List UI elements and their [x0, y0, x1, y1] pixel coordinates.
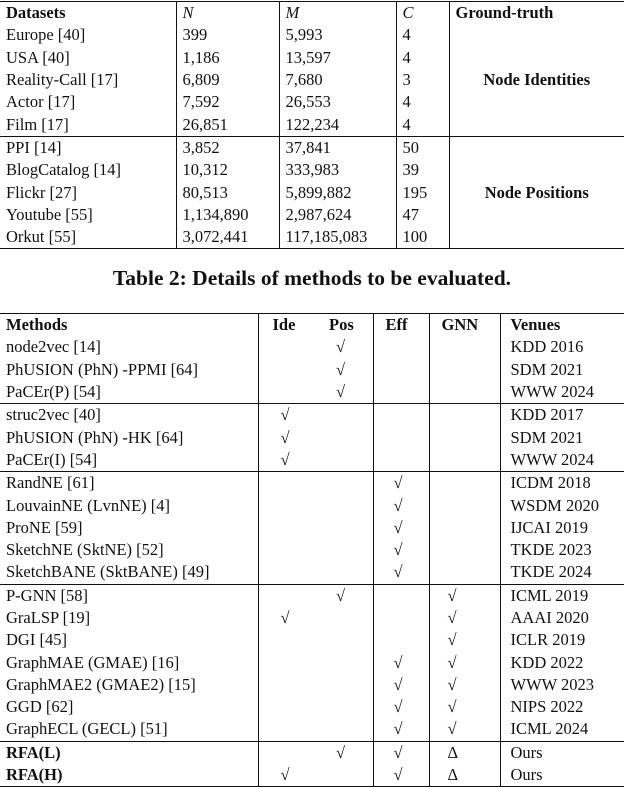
method-row	[0, 426, 624, 448]
m-value: 13,597	[279, 47, 396, 69]
venue: TKDE 2023	[500, 539, 624, 561]
gnn-mark	[429, 449, 500, 472]
m-value: 37,841	[279, 136, 396, 159]
gnn-mark: √	[429, 629, 500, 651]
method-name: PaCEr(P) [54]	[6, 382, 101, 402]
eff-mark: √	[373, 696, 429, 718]
dataset-name: Film [17]	[6, 114, 69, 134]
header-c: C	[396, 2, 449, 25]
ide-mark: √	[258, 607, 316, 629]
m-value: 26,553	[279, 91, 396, 113]
eff-mark	[373, 607, 429, 629]
method-row	[0, 494, 624, 516]
venue: SDM 2021	[500, 359, 624, 381]
method-row	[0, 607, 624, 629]
gnn-mark: √	[429, 718, 500, 741]
gnn-mark	[429, 539, 500, 561]
n-value: 7,592	[176, 91, 279, 113]
pos-mark	[316, 472, 373, 495]
method-name: PhUSION (PhN) -PPMI [64]	[6, 359, 199, 379]
method-row	[0, 741, 624, 764]
eff-mark: √	[373, 494, 429, 516]
eff-mark	[373, 426, 429, 448]
venue: KDD 2017	[500, 404, 624, 427]
n-value: 3,852	[176, 136, 279, 159]
c-value: 39	[396, 159, 449, 181]
ide-mark	[258, 472, 316, 495]
method-name: node2vec [14]	[6, 337, 101, 357]
method-name: GraLSP [19]	[6, 608, 91, 627]
header-pos: Pos	[316, 314, 373, 337]
method-row	[0, 517, 624, 539]
venue: Ours	[500, 741, 624, 764]
header-m: M	[279, 2, 396, 25]
gnn-mark: √	[429, 696, 500, 718]
venue: TKDE 2024	[500, 561, 624, 584]
gnn-mark	[429, 561, 500, 584]
gnn-mark	[429, 359, 500, 381]
c-value: 4	[396, 24, 449, 46]
pos-mark	[316, 449, 373, 472]
method-name: PhUSION (PhN) -HK [64]	[6, 427, 184, 447]
header-methods: Methods	[0, 314, 258, 337]
method-row	[0, 381, 624, 404]
eff-mark: √	[373, 764, 429, 787]
c-value: 195	[396, 181, 449, 203]
pos-mark	[316, 696, 373, 718]
c-value: 47	[396, 204, 449, 226]
dataset-name: Actor [17]	[6, 92, 76, 112]
venue: SDM 2021	[500, 426, 624, 448]
pos-mark	[316, 764, 373, 787]
ide-mark	[258, 561, 316, 584]
eff-mark: √	[373, 651, 429, 673]
method-row	[0, 696, 624, 718]
venue: ICML 2024	[500, 718, 624, 741]
dataset-name: Orkut [55]	[0, 226, 176, 249]
pos-mark	[316, 674, 373, 696]
gnn-mark	[429, 336, 500, 358]
pos-mark: √	[336, 337, 346, 357]
ide-mark	[258, 718, 316, 741]
eff-mark	[373, 359, 429, 381]
venue: ICDM 2018	[500, 472, 624, 495]
method-name: GGD [62]	[6, 697, 74, 717]
c-value: 100	[396, 226, 449, 249]
venue: NIPS 2022	[500, 696, 624, 718]
header-eff: Eff	[373, 314, 429, 337]
pos-mark	[316, 494, 373, 516]
dataset-name: Reality-Call [17]	[6, 70, 119, 90]
table-caption: Table 2: Details of methods to be evaluated.	[112, 266, 512, 290]
method-row	[0, 449, 624, 472]
method-row	[0, 359, 624, 381]
pos-mark: √	[316, 741, 373, 764]
gnn-mark	[429, 517, 500, 539]
dataset-name: USA [40]	[6, 47, 70, 67]
c-value: 4	[396, 47, 449, 69]
method-row	[0, 561, 624, 584]
dataset-name: Europe [40]	[6, 25, 86, 45]
eff-mark: √	[373, 718, 429, 741]
methods-table	[0, 313, 624, 787]
header-ground-truth: Ground-truth	[449, 2, 624, 25]
ide-mark: √	[258, 426, 316, 448]
eff-mark	[373, 584, 429, 607]
n-value: 1,134,890	[176, 204, 279, 226]
method-row	[0, 584, 624, 607]
method-name: GraphMAE (GMAE) [16]	[6, 652, 180, 672]
ide-mark	[258, 741, 316, 764]
pos-mark	[316, 561, 373, 584]
eff-mark	[373, 629, 429, 651]
gnn-mark: √	[429, 607, 500, 629]
dataset-row	[0, 136, 624, 159]
venue: WWW 2024	[500, 381, 624, 404]
ground-truth-label: Node Positions	[449, 136, 624, 248]
venue: AAAI 2020	[500, 607, 624, 629]
pos-mark	[316, 404, 373, 427]
eff-mark	[373, 449, 429, 472]
pos-mark	[316, 718, 373, 741]
gnn-mark: √	[429, 584, 500, 607]
m-value: 2,987,624	[279, 204, 396, 226]
venue: WSDM 2020	[500, 494, 624, 516]
header-ide: Ide	[258, 314, 316, 337]
venue: KDD 2022	[500, 651, 624, 673]
header-gnn: GNN	[429, 314, 500, 337]
ide-mark	[258, 359, 316, 381]
method-name: ProNE [59]	[6, 517, 83, 537]
ide-mark: √	[258, 764, 316, 787]
method-name: struc2vec [40]	[0, 404, 258, 427]
pos-mark	[316, 607, 373, 629]
m-value: 333,983	[279, 159, 396, 181]
ide-mark	[258, 696, 316, 718]
m-value: 7,680	[279, 69, 396, 91]
dataset-row	[0, 24, 624, 46]
method-name: SketchBANE (SktBANE) [49]	[6, 562, 210, 582]
ide-mark	[258, 584, 316, 607]
datasets-table	[0, 1, 624, 249]
methods-header-row	[0, 314, 624, 337]
pos-mark: √	[336, 382, 346, 402]
eff-mark: √	[373, 741, 429, 764]
gnn-mark	[429, 472, 500, 495]
method-name: LouvainNE (LvnNE) [4]	[6, 495, 171, 515]
n-value: 26,851	[176, 113, 279, 136]
eff-mark: √	[373, 517, 429, 539]
c-value: 50	[396, 136, 449, 159]
ide-mark	[258, 539, 316, 561]
m-value: 117,185,083	[279, 226, 396, 249]
pos-mark: √	[336, 359, 346, 379]
venue: WWW 2023	[500, 674, 624, 696]
method-row	[0, 764, 624, 787]
pos-mark	[316, 517, 373, 539]
n-value: 80,513	[176, 181, 279, 203]
method-row	[0, 674, 624, 696]
ide-mark	[258, 674, 316, 696]
n-value: 1,186	[176, 47, 279, 69]
ide-mark	[258, 381, 316, 404]
venue: IJCAI 2019	[500, 517, 624, 539]
gnn-mark	[429, 494, 500, 516]
venue: KDD 2016	[500, 336, 624, 358]
n-value: 6,809	[176, 69, 279, 91]
ground-truth-label: Node Identities	[449, 24, 624, 136]
m-value: 5,993	[279, 24, 396, 46]
gnn-mark: Δ	[429, 741, 500, 764]
ide-mark	[258, 629, 316, 651]
ide-mark: √	[258, 404, 316, 427]
method-name: DGI [45]	[6, 630, 67, 650]
method-row	[0, 718, 624, 741]
eff-mark: √	[373, 561, 429, 584]
dataset-name: BlogCatalog [14]	[6, 160, 122, 180]
method-name: SketchNE (SktNE) [52]	[6, 540, 164, 560]
gnn-mark	[429, 381, 500, 404]
c-value: 4	[396, 91, 449, 113]
eff-mark	[373, 336, 429, 358]
gnn-mark	[429, 404, 500, 427]
method-name: RFA(L)	[0, 741, 258, 764]
ide-mark	[258, 517, 316, 539]
eff-mark	[373, 404, 429, 427]
ide-mark	[258, 336, 316, 358]
n-value: 10,312	[176, 159, 279, 181]
pos-mark	[316, 629, 373, 651]
eff-mark: √	[373, 539, 429, 561]
venue: WWW 2024	[500, 449, 624, 472]
header-n: N	[176, 2, 279, 25]
method-row	[0, 404, 624, 427]
method-row	[0, 651, 624, 673]
gnn-mark: Δ	[429, 764, 500, 787]
n-value: 399	[176, 24, 279, 46]
gnn-mark: √	[429, 674, 500, 696]
header-venues: Venues	[500, 314, 624, 337]
gnn-mark	[429, 426, 500, 448]
ide-mark: √	[258, 449, 316, 472]
m-value: 5,899,882	[279, 181, 396, 203]
method-name: RFA(H)	[0, 764, 258, 787]
eff-mark: √	[373, 472, 429, 495]
gnn-mark: √	[429, 651, 500, 673]
ide-mark	[258, 494, 316, 516]
method-row	[0, 629, 624, 651]
c-value: 4	[396, 113, 449, 136]
pos-mark	[316, 651, 373, 673]
method-name: GraphMAE2 (GMAE2) [15]	[6, 674, 196, 694]
eff-mark	[373, 381, 429, 404]
dataset-name: Youtube [55]	[6, 204, 93, 224]
datasets-header-row	[0, 2, 624, 25]
pos-mark	[316, 426, 373, 448]
venue: ICML 2019	[500, 584, 624, 607]
pos-mark: √	[316, 584, 373, 607]
venue: ICLR 2019	[500, 629, 624, 651]
m-value: 122,234	[279, 113, 396, 136]
c-value: 3	[396, 69, 449, 91]
dataset-name: PPI [14]	[0, 136, 176, 159]
dataset-name: Flickr [27]	[6, 182, 78, 202]
eff-mark: √	[373, 674, 429, 696]
n-value: 3,072,441	[176, 226, 279, 249]
method-row	[0, 472, 624, 495]
method-row	[0, 336, 624, 358]
method-name: RandNE [61]	[0, 472, 258, 495]
header-datasets: Datasets	[0, 2, 176, 25]
method-name: PaCEr(I) [54]	[6, 449, 98, 469]
ide-mark	[258, 651, 316, 673]
method-name: P-GNN [58]	[0, 584, 258, 607]
method-name: GraphECL (GECL) [51]	[6, 719, 168, 739]
venue: Ours	[500, 764, 624, 787]
method-row	[0, 539, 624, 561]
pos-mark	[316, 539, 373, 561]
